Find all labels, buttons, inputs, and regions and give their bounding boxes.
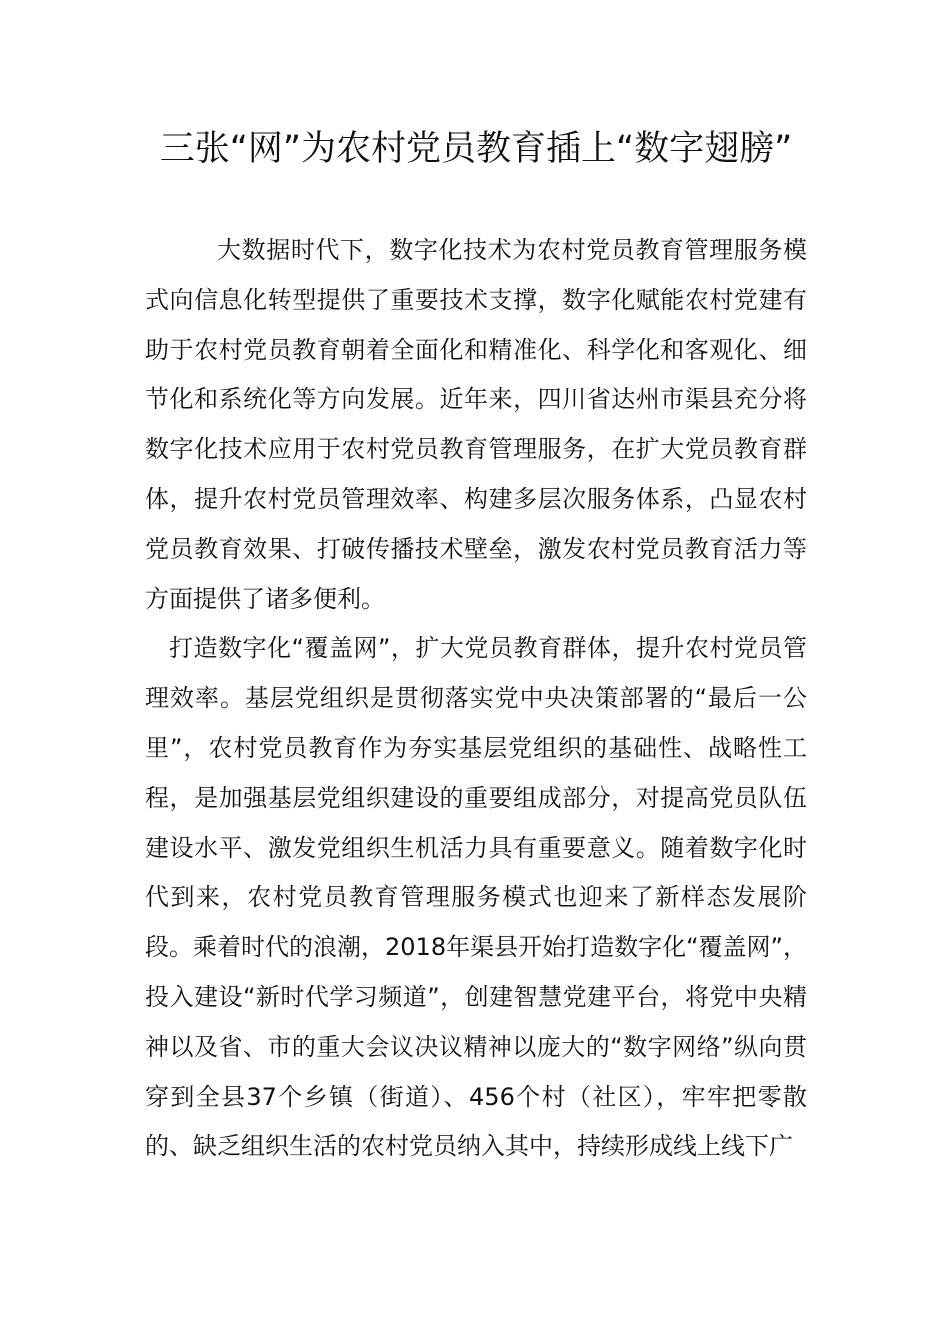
document-body [145, 226, 807, 1172]
document-title: 三张“网”为农村党员教育插上“数字翅膀” [159, 129, 793, 169]
paragraph-intro: 大数据时代下，数字化技术为农村党员教育管理服务模式向信息化转型提供了重要技术支撑，数字化赋能农村党建有助于农村党员教育朝着全面化和精准化、科学化和客观化、细节化和系统化等方向发展。近年来，四川省达州市渠县充分将数字化技术应用于农村党员教育管理服务，在扩大党员教育群体，提升农村党员管理效率、构建多层次服务体系，凸显农村党员教育效果、打破传播技术壁垒，激发农村党员教育活力等方面提供了诸多便利。 [145, 236, 807, 613]
paragraph-coverage-network: 打造数字化“覆盖网”，扩大党员教育群体，提升农村党员管理效率。基层党组织是贯彻落实党中央决策部署的“最后一公里”，农村党员教育作为夯实基层党组织的基础性、战略性工程，是加强基层党组织建设的重要组成部分，对提高党员队伍建设水平、激发党组织生机活力具有重要意义。随着数字化时代到来，农村党员教育管理服务模式也迎来了新样态发展阶段。乘着时代的浪潮，2018年渠县开始打造数字化“覆盖网”，投入建设“新时代学习频道”，创建智慧党建平台，将党中央精神以及省、市的重大会议决议精神以庞大的“数字网络”纵向贯穿到全县37个乡镇（街道）、456个村（社区），牢牢把零散的、缺乏组织生活的农村党员纳入其中，持续形成线上线下广 [145, 634, 807, 1161]
